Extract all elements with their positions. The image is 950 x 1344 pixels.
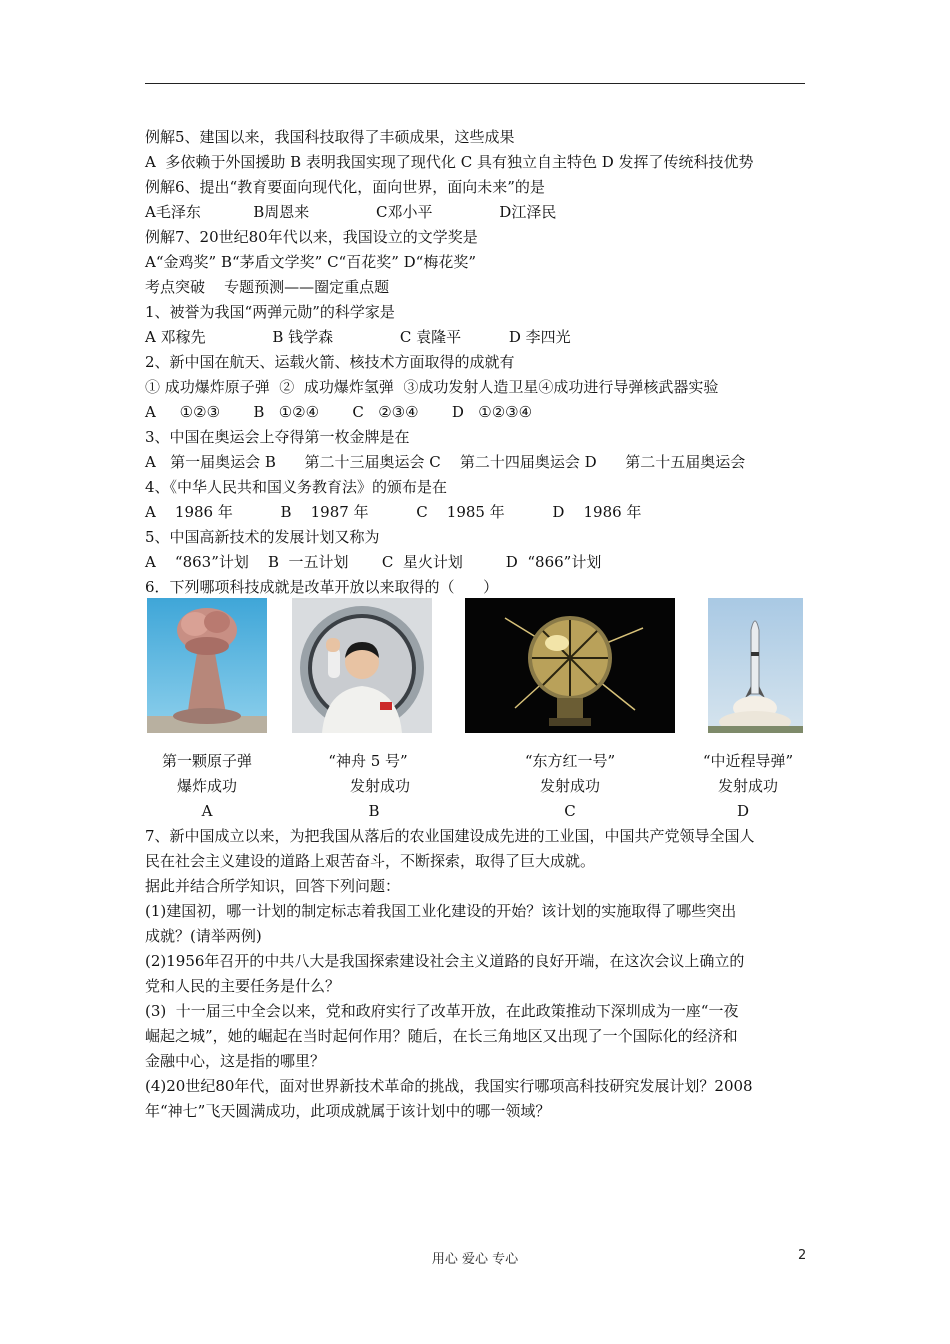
figure-d-letter: D [736, 802, 750, 820]
question-7-intro-1: 7、新中国成立以来，为把我国从落后的农业国建设成先进的工业国，中国共产党领导全国人 [145, 827, 755, 845]
question-3-options: A 第一届奥运会 B 第二十三届奥运会 C 第二十四届奥运会 D 第二十五届奥运会 [145, 453, 746, 471]
question-7-part-2b: 党和人民的主要任务是什么？ [145, 977, 341, 995]
question-7-part-2a: (2)1956年召开的中共八大是我国探索建设社会主义道路的良好开端，在这次会议上确立的 [145, 952, 745, 970]
figure-b-caption-1: “神舟 5 号” [328, 752, 408, 770]
question-1-options: A 邓稼先 B 钱学森 C 袁隆平 D 李四光 [145, 328, 571, 346]
figure-a-caption-2: 爆炸成功 [176, 777, 237, 795]
question-1: 1、被誉为我国“两弹元勋”的科学家是 [145, 303, 395, 321]
question-3: 3、中国在奥运会上夺得第一枚金牌是在 [145, 428, 410, 446]
question-7-intro-2: 民在社会主义建设的道路上艰苦奋斗，不断探索，取得了巨大成就。 [145, 852, 596, 870]
question-7-instruction: 据此并结合所学知识，回答下列问题： [145, 877, 401, 895]
figure-a-letter: A [201, 802, 213, 820]
question-7-part-4b: 年“神七”飞天圆满成功，此项成就属于该计划中的哪一领域？ [145, 1102, 551, 1120]
astronaut-icon [292, 598, 432, 733]
missile-icon [708, 598, 803, 733]
mushroom-cloud-icon [147, 598, 267, 733]
question-7-part-3c: 金融中心，这是指的哪里？ [145, 1052, 326, 1070]
question-2: 2、新中国在航天、运载火箭、核技术方面取得的成就有 [145, 353, 515, 371]
figure-d-caption-1: “中近程导弹” [702, 752, 794, 770]
example-5-options: A 多依赖于外国援助 B 表明我国实现了现代化 C 具有独立自主特色 D 发挥了传统科技优势 [145, 153, 754, 171]
figure-c-caption-2: 发射成功 [539, 777, 600, 795]
question-7-part-3a: (3) 十一届三中全会以来，党和政府实行了改革开放，在此政策推动下深圳成为一座“一夜 [145, 1002, 739, 1020]
figure-a-caption-1: 第一颗原子弹 [161, 752, 252, 770]
header-rule [145, 83, 805, 84]
figure-b-letter: B [368, 802, 380, 820]
figure-d-caption-2: 发射成功 [717, 777, 778, 795]
figure-c-caption-1: “东方红一号” [524, 752, 616, 770]
question-4: 4、《中华人民共和国义务教育法》的颁布是在 [145, 478, 448, 496]
page-footer: 用心 爱心 专心 [431, 1252, 519, 1267]
question-2-options: A ①②③ B ①②④ C ②③④ D ①②③④ [145, 403, 533, 421]
section-heading: 考点突破 专题预测——圈定重点题 [145, 278, 390, 296]
figure-c-letter: C [564, 802, 576, 820]
satellite-icon [465, 598, 675, 733]
question-5: 5、中国高新技术的发展计划又称为 [145, 528, 380, 546]
example-6-question: 例解6、提出“教育要面向现代化，面向世界，面向未来”的是 [145, 178, 545, 196]
question-7-part-3b: 崛起之城”，她的崛起在当时起何作用？随后，在长三角地区又出现了一个国际化的经济和 [145, 1027, 738, 1045]
question-2-items: ① 成功爆炸原子弹 ② 成功爆炸氢弹 ③成功发射人造卫星④成功进行导弹核武器实验 [145, 378, 719, 396]
figure-b-caption-2: 发射成功 [349, 777, 410, 795]
question-7-part-1b: 成就？(请举两例) [145, 927, 262, 945]
example-5-question: 例解5、建国以来，我国科技取得了丰硕成果，这些成果 [145, 128, 515, 146]
example-7-question: 例解7、20世纪80年代以来，我国设立的文学奖是 [145, 228, 478, 246]
example-7-options: A“金鸡奖” B“茅盾文学奖” C“百花奖” D“梅花奖” [145, 253, 477, 271]
question-7-part-4a: (4)20世纪80年代，面对世界新技术革命的挑战，我国实行哪项高科技研究发展计划？2008 [145, 1077, 753, 1095]
page-number: 2 [798, 1248, 807, 1263]
question-7-part-1a: (1)建国初，哪一计划的制定标志着我国工业化建设的开始？该计划的实施取得了哪些突出 [145, 902, 737, 920]
question-6: 6．下列哪项科技成就是改革开放以来取得的（ ） [145, 578, 499, 596]
question-5-options: A “863”计划 B 一五计划 C 星火计划 D “866”计划 [145, 553, 602, 571]
question-4-options: A 1986 年 B 1987 年 C 1985 年 D 1986 年 [145, 503, 642, 521]
example-6-options: A毛泽东 B周恩来 C邓小平 D江泽民 [145, 203, 557, 221]
